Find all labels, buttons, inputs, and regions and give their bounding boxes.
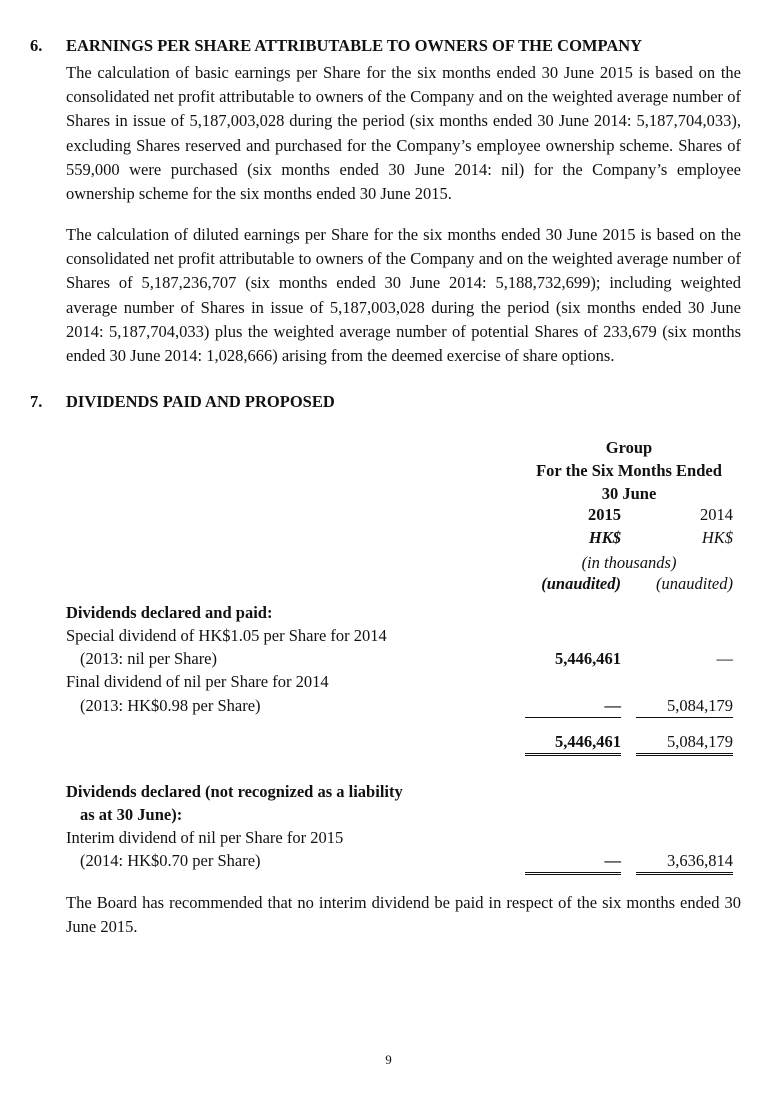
final-dividend-label: Final dividend of nil per Share for 2014	[66, 672, 329, 691]
final-2014: 5,084,179	[636, 694, 733, 718]
declared-heading-2: as at 30 June):	[80, 805, 183, 824]
final-2015: —	[525, 694, 621, 718]
header-date: 30 June	[601, 484, 657, 503]
header-year-2015: 2015	[588, 505, 621, 524]
declared-heading: Dividends declared (not recognized as a liability	[66, 782, 403, 801]
table-header	[66, 436, 741, 606]
header-status-2014: (unaudited)	[656, 574, 733, 593]
table-row	[66, 803, 741, 826]
header-period: For the Six Months Ended	[536, 461, 722, 480]
table-row	[66, 694, 741, 717]
special-dividend-label: Special dividend of HK$1.05 per Share for 2014	[66, 626, 387, 645]
table-row	[66, 780, 741, 803]
interim-2015: —	[525, 849, 621, 875]
header-currency-2015: HK$	[588, 528, 621, 547]
table-row	[66, 624, 741, 647]
table-row	[66, 670, 741, 693]
section-6-number: 6.	[30, 36, 43, 55]
header-year-2014: 2014	[700, 505, 733, 524]
table-row-total	[66, 730, 741, 753]
interim-2014: 3,636,814	[636, 849, 733, 875]
section-6-heading: EARNINGS PER SHARE ATTRIBUTABLE TO OWNERS OF THE COMPANY	[66, 36, 643, 55]
section-6-paragraph-basic: The calculation of basic earnings per Share for the six months ended 30 June 2015 is based on the consolidated net profit attributable to owners of the Company and on the weighted average number of Shares in issue of 5,187,003,028 during the period (six months ended 30 June 2014: 5,187,704,033), excluding Shares reserved and purchased for the Company’s employee ownership scheme. Shares of 559,000 were purchased (six months ended 30 June 2014: nil) for the Company’s employee ownership scheme for the six months ended 30 June 2015.	[66, 63, 741, 204]
header-status-2015: (unaudited)	[541, 574, 621, 593]
header-currency-2014: HK$	[701, 528, 733, 547]
final-dividend-label-2: (2013: HK$0.98 per Share)	[80, 696, 261, 715]
header-unit: (in thousands)	[581, 553, 677, 572]
total-2014: 5,084,179	[636, 730, 733, 756]
special-dividend-label-2: (2013: nil per Share)	[80, 649, 218, 668]
table-row	[66, 849, 741, 872]
section-7-number: 7.	[30, 392, 43, 411]
total-2015: 5,446,461	[525, 730, 621, 756]
table-row	[66, 826, 741, 849]
header-group: Group	[605, 438, 653, 457]
section-6-paragraph-diluted: The calculation of diluted earnings per Share for the six months ended 30 June 2015 is based on the consolidated net profit attributable to owners of the Company and on the weighted average number of Shares of 5,187,236,707 (six months ended 30 June 2014: 5,188,732,699); including weighted average number of Shares in issue of 5,187,003,028 during the period (six months ended 30 June 2014: 5,187,704,033) plus the weighted average number of potential Shares of 233,679 (six months ended 30 June 2014: 1,028,666) arising from the deemed exercise of share options.	[66, 225, 741, 366]
special-2014: —	[716, 649, 733, 668]
special-2015: 5,446,461	[555, 649, 621, 668]
interim-dividend-label-2: (2014: HK$0.70 per Share)	[80, 851, 261, 870]
section-7-heading: DIVIDENDS PAID AND PROPOSED	[66, 392, 335, 411]
paid-heading: Dividends declared and paid:	[66, 603, 273, 622]
table-row	[66, 647, 741, 670]
table-row	[66, 601, 741, 624]
closing-paragraph: The Board has recommended that no interim dividend be paid in respect of the six months ended 30 June 2015.	[66, 893, 741, 937]
page-number: 9	[385, 1052, 392, 1067]
interim-dividend-label: Interim dividend of nil per Share for 2015	[66, 828, 344, 847]
